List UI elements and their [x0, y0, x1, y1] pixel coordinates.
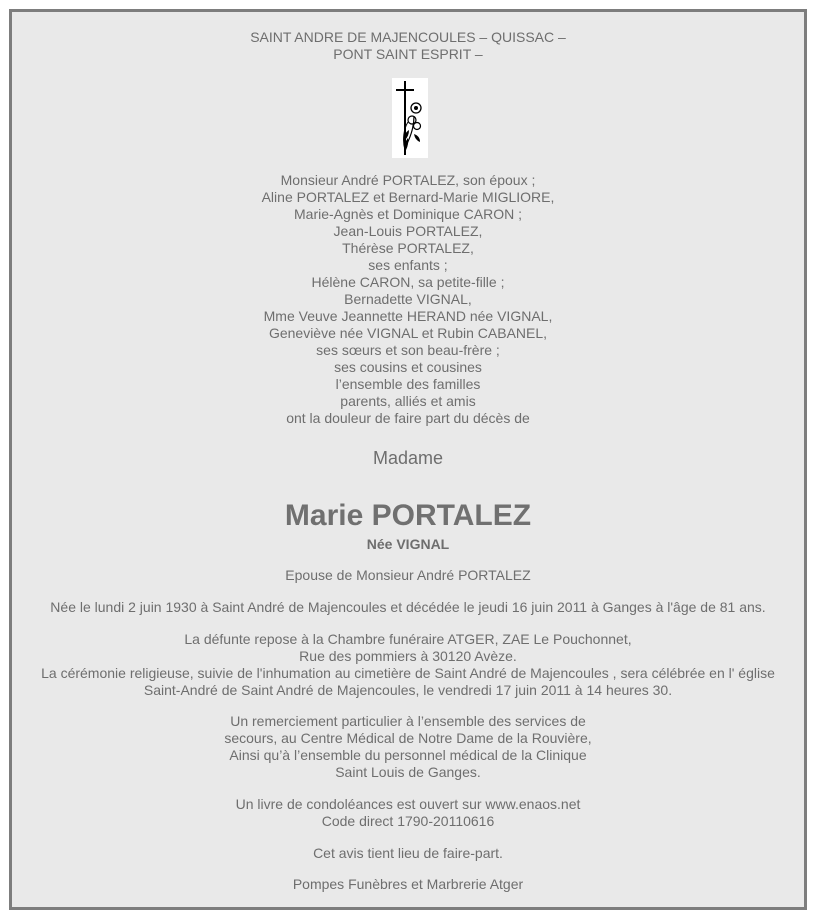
- family-line: Thérèse PORTALEZ,: [342, 240, 474, 256]
- header-line: SAINT ANDRE DE MAJENCOULES – QUISSAC –: [250, 29, 566, 45]
- faire-part-notice: [12, 845, 804, 862]
- deceased-name: Marie PORTALEZ: [284, 499, 532, 532]
- thanks-line: Un remerciement particulier à l’ensemble des services de: [230, 713, 586, 729]
- dates-text: Née le lundi 2 juin 1930 à Saint André de Majencoules et décédée le jeudi 16 juin 2011 à Ganges à l'âge de 81 ans.: [50, 599, 766, 615]
- dates-line: [12, 599, 804, 616]
- family-line: l’ensemble des familles: [335, 376, 481, 392]
- spouse-text: Epouse de Monsieur André PORTALEZ: [285, 567, 531, 583]
- family-line: Mme Veuve Jeannette HERAND née VIGNAL,: [263, 308, 553, 324]
- family-line: Aline PORTALEZ et Bernard-Marie MIGLIORE,: [261, 189, 555, 205]
- family-line: Marie-Agnès et Dominique CARON ;: [294, 206, 522, 222]
- family-line: parents, alliés et amis: [340, 393, 476, 409]
- header-line: PONT SAINT ESPRIT –: [333, 46, 483, 62]
- ceremony-line: La défunte repose à la Chambre funéraire ATGER, ZAE Le Pouchonnet,: [184, 631, 632, 647]
- ceremony-line: Saint-André de Saint André de Majencoules, le vendredi 17 juin 2011 à 14 heures 30.: [143, 682, 673, 698]
- maiden-name: Née VIGNAL: [366, 536, 450, 552]
- family-line: ses enfants ;: [368, 257, 448, 273]
- location-header: [12, 29, 804, 63]
- family-line: ses sœurs et son beau-frère ;: [316, 342, 500, 358]
- family-line: Jean-Louis PORTALEZ,: [333, 223, 483, 239]
- ceremony-line: La cérémonie religieuse, suivie de l'inhumation au cimetière de Saint André de Majencoules , sera célébrée en l' église: [41, 665, 775, 681]
- family-line: Bernadette VIGNAL,: [344, 291, 472, 307]
- ceremony-line: Rue des pommiers à 30120 Avèze.: [299, 648, 517, 664]
- deceased-title: Madame: [372, 448, 444, 468]
- condolences-line: Un livre de condoléances est ouvert sur www.enaos.net: [235, 796, 581, 812]
- condolences-line: Code direct 1790-20110616: [321, 813, 495, 829]
- family-line: ses cousins et cousines: [334, 359, 482, 375]
- condolences-block: [12, 796, 804, 830]
- family-line: Monsieur André PORTALEZ, son époux ;: [280, 172, 536, 188]
- family-list: [12, 172, 804, 427]
- funeral-home-text: Pompes Funèbres et Marbrerie Atger: [292, 876, 524, 892]
- family-line: Geneviève née VIGNAL et Rubin CABANEL,: [268, 325, 548, 341]
- ceremony-block: [12, 631, 804, 699]
- funeral-home: [12, 876, 804, 893]
- family-line: ont la douleur de faire part du décès de: [286, 410, 530, 426]
- thanks-line: secours, au Centre Médical de Notre Dame de la Rouvière,: [224, 730, 592, 746]
- thanks-block: [12, 713, 804, 781]
- spouse-line: [12, 567, 804, 584]
- thanks-line: Ainsi qu’à l’ensemble du personnel médical de la Clinique: [229, 747, 587, 763]
- thanks-line: Saint Louis de Ganges.: [335, 764, 481, 780]
- family-line: Hélène CARON, sa petite-fille ;: [311, 274, 505, 290]
- notice-text: Cet avis tient lieu de faire-part.: [313, 845, 503, 861]
- cross-with-flowers-icon: [392, 78, 428, 158]
- obituary-notice: [12, 12, 804, 907]
